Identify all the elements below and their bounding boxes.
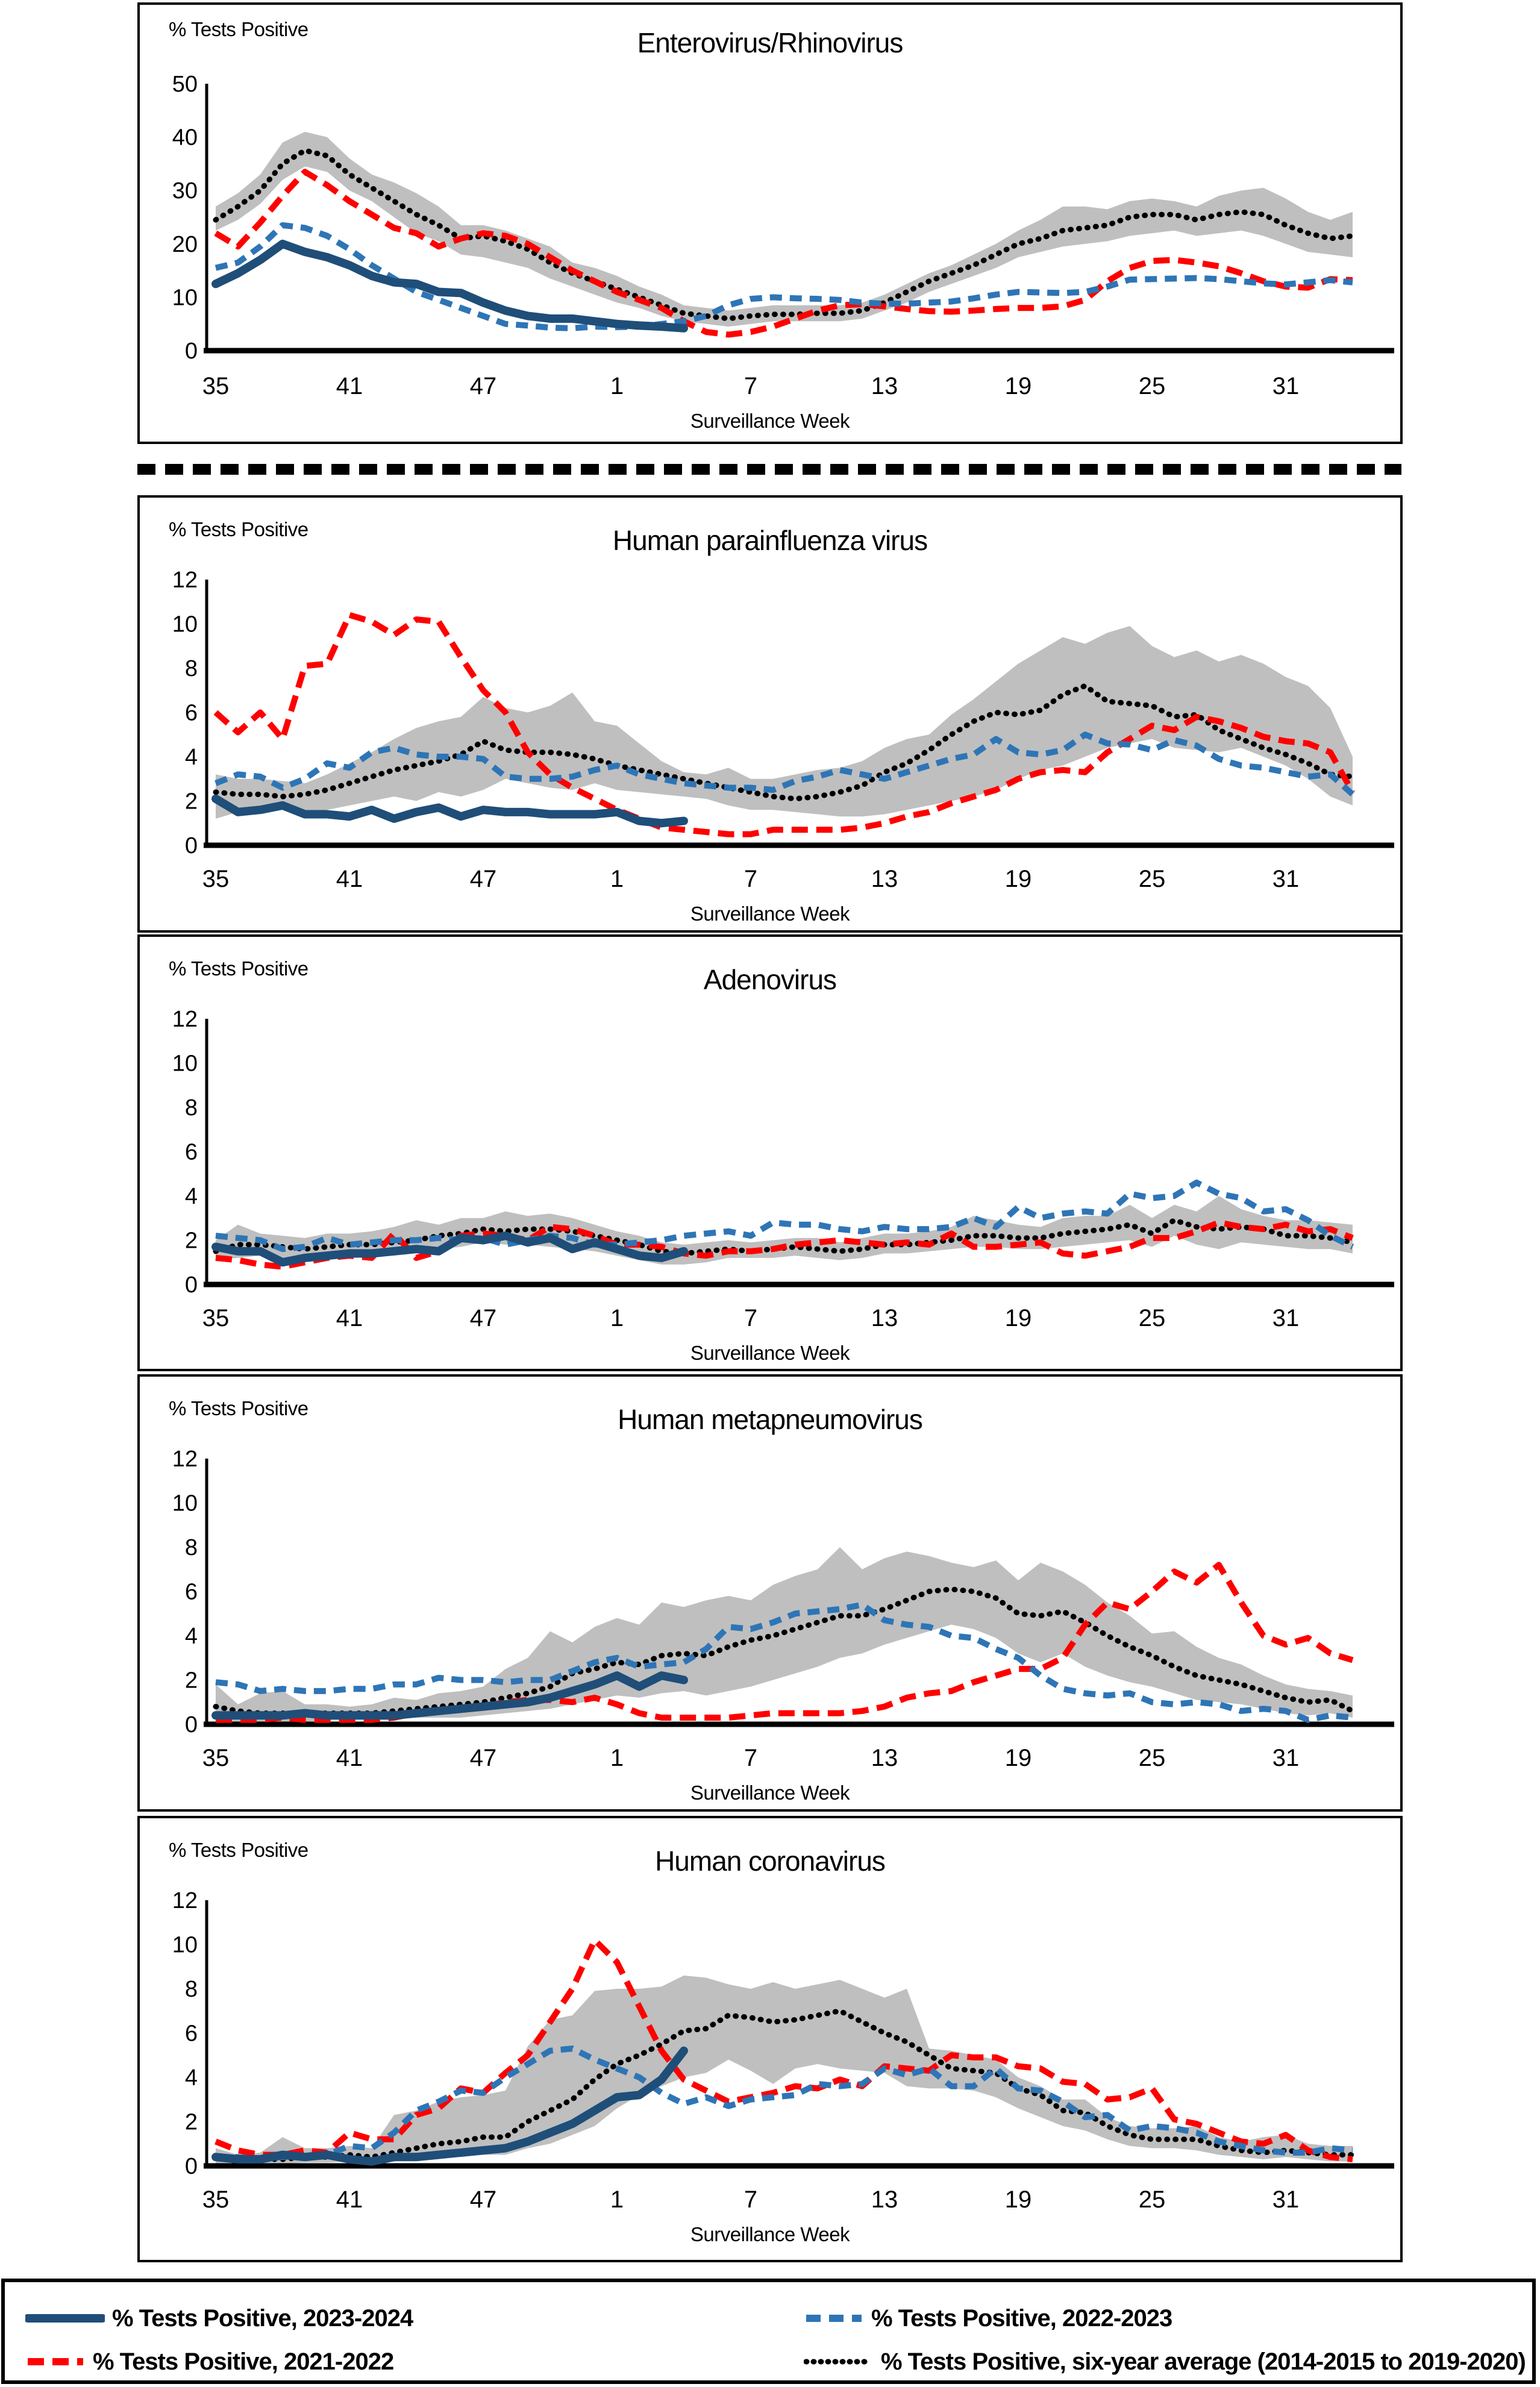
y-tick-label: 8 xyxy=(184,1535,198,1560)
series-line-avg xyxy=(216,151,1353,319)
y-tick-label: 4 xyxy=(184,2065,198,2091)
six-year-average-range-band xyxy=(216,626,1353,819)
series-line-y2324 xyxy=(216,799,684,823)
chart-title: Adenovirus xyxy=(703,964,837,995)
y-tick-label: 8 xyxy=(184,1095,198,1121)
x-tick-label: 47 xyxy=(469,1745,497,1771)
legend-label: % Tests Positive, 2021-2022 xyxy=(93,2348,394,2375)
y-tick-label: 6 xyxy=(184,2021,198,2047)
y-axis-title: % Tests Positive xyxy=(169,1839,308,1861)
x-tick-label: 41 xyxy=(336,2186,363,2213)
x-tick-label: 1 xyxy=(610,373,624,399)
x-tick-label: 35 xyxy=(202,866,230,892)
legend-label: % Tests Positive, 2022-2023 xyxy=(871,2305,1172,2332)
x-tick-label: 47 xyxy=(469,373,497,399)
chart-title: Human coronavirus xyxy=(655,1845,885,1877)
x-tick-label: 1 xyxy=(610,2186,624,2213)
x-tick-label: 7 xyxy=(743,866,758,892)
x-tick-label: 31 xyxy=(1272,1305,1300,1331)
x-tick-label: 41 xyxy=(336,866,363,892)
y-tick-label: 0 xyxy=(184,1712,198,1738)
chart-panel-adenovirus xyxy=(137,934,1403,1371)
legend-label: % Tests Positive, 2023-2024 xyxy=(112,2305,413,2332)
chart-plot-area xyxy=(140,937,1400,1369)
y-tick-label: 12 xyxy=(172,1888,198,1913)
x-axis-title: Surveillance Week xyxy=(690,1782,850,1804)
x-axis-title: Surveillance Week xyxy=(690,410,850,432)
x-tick-label: 13 xyxy=(871,1305,898,1331)
y-tick-label: 20 xyxy=(172,231,198,257)
x-tick-label: 47 xyxy=(469,2186,497,2213)
x-tick-label: 31 xyxy=(1272,866,1300,892)
legend-item-2021-2022 xyxy=(25,2347,393,2376)
x-tick-label: 41 xyxy=(336,1745,363,1771)
chart-title: Human parainfluenza virus xyxy=(612,525,928,556)
y-tick-label: 0 xyxy=(184,833,198,859)
x-tick-label: 35 xyxy=(202,2186,230,2213)
chart-plot-area xyxy=(140,5,1400,442)
y-tick-label: 4 xyxy=(184,1184,198,1209)
x-tick-label: 19 xyxy=(1004,2186,1032,2213)
y-tick-label: 12 xyxy=(172,1447,198,1472)
x-tick-label: 1 xyxy=(610,1745,624,1771)
chart-panel-human-parainfluenza-virus xyxy=(137,495,1403,933)
x-tick-label: 7 xyxy=(743,1305,758,1331)
x-tick-label: 19 xyxy=(1004,1745,1032,1771)
y-axis-title: % Tests Positive xyxy=(169,1397,308,1419)
x-tick-label: 35 xyxy=(202,1745,230,1771)
y-tick-label: 8 xyxy=(184,656,198,681)
x-tick-label: 41 xyxy=(336,1305,363,1331)
chart-title: Enterovirus/Rhinovirus xyxy=(637,27,903,58)
y-tick-label: 2 xyxy=(184,1228,198,1254)
x-tick-label: 19 xyxy=(1004,373,1032,399)
x-tick-label: 25 xyxy=(1138,1305,1166,1331)
y-tick-label: 10 xyxy=(172,1051,198,1077)
x-tick-label: 19 xyxy=(1004,866,1032,892)
y-tick-label: 30 xyxy=(172,178,198,204)
x-axis-title: Surveillance Week xyxy=(690,1342,850,1364)
x-tick-label: 7 xyxy=(743,1745,758,1771)
y-axis-title: % Tests Positive xyxy=(169,957,308,980)
y-tick-label: 2 xyxy=(184,1668,198,1694)
y-tick-label: 8 xyxy=(184,1977,198,2002)
legend-swatch-solid-navy xyxy=(25,2313,105,2324)
chart-panel-human-coronavirus xyxy=(137,1816,1403,2262)
legend-item-2023-2024 xyxy=(25,2304,413,2333)
y-tick-label: 4 xyxy=(184,745,198,770)
chart-panel-human-metapneumovirus xyxy=(137,1374,1403,1812)
y-tick-label: 10 xyxy=(172,1932,198,1958)
x-tick-label: 35 xyxy=(202,1305,230,1331)
legend-item-2022-2023 xyxy=(804,2304,1172,2333)
y-tick-label: 50 xyxy=(172,72,198,97)
y-tick-label: 0 xyxy=(184,339,198,364)
dashed-section-divider xyxy=(137,464,1401,475)
x-tick-label: 25 xyxy=(1138,866,1166,892)
y-tick-label: 6 xyxy=(184,1579,198,1605)
y-tick-label: 2 xyxy=(184,2109,198,2135)
legend-swatch-dotted-black xyxy=(804,2356,874,2367)
x-tick-label: 7 xyxy=(743,2186,758,2213)
x-tick-label: 47 xyxy=(469,1305,497,1331)
x-tick-label: 25 xyxy=(1138,1745,1166,1771)
x-tick-label: 1 xyxy=(610,1305,624,1331)
y-tick-label: 10 xyxy=(172,1491,198,1516)
chart-plot-area xyxy=(140,1377,1400,1809)
chart-panel-enterovirus-rhinovirus xyxy=(137,2,1403,444)
chart-plot-area xyxy=(140,1818,1400,2260)
x-tick-label: 13 xyxy=(871,2186,898,2213)
x-tick-label: 13 xyxy=(871,1745,898,1771)
x-tick-label: 13 xyxy=(871,866,898,892)
x-tick-label: 25 xyxy=(1138,373,1166,399)
y-tick-label: 10 xyxy=(172,285,198,311)
chart-plot-area xyxy=(140,498,1400,930)
x-axis-title: Surveillance Week xyxy=(690,903,850,925)
x-tick-label: 25 xyxy=(1138,2186,1166,2213)
x-tick-label: 31 xyxy=(1272,1745,1300,1771)
x-tick-label: 13 xyxy=(871,373,898,399)
x-tick-label: 35 xyxy=(202,373,230,399)
x-tick-label: 41 xyxy=(336,373,363,399)
x-tick-label: 7 xyxy=(743,373,758,399)
y-tick-label: 2 xyxy=(184,789,198,815)
x-tick-label: 1 xyxy=(610,866,624,892)
y-tick-label: 0 xyxy=(184,2154,198,2179)
x-axis-title: Surveillance Week xyxy=(690,2223,850,2245)
chart-title: Human metapneumovirus xyxy=(618,1404,922,1435)
y-tick-label: 0 xyxy=(184,1272,198,1298)
legend-item-six-year-average xyxy=(804,2347,1526,2376)
y-tick-label: 40 xyxy=(172,125,198,151)
y-tick-label: 12 xyxy=(172,568,198,593)
six-year-average-range-band xyxy=(216,132,1353,327)
legend-swatch-dashed-red xyxy=(25,2356,86,2367)
x-tick-label: 19 xyxy=(1004,1305,1032,1331)
x-tick-label: 31 xyxy=(1272,373,1300,399)
x-tick-label: 47 xyxy=(469,866,497,892)
legend-label: % Tests Positive, six-year average (2014-2015 to 2019-2020) xyxy=(881,2348,1526,2375)
y-tick-label: 4 xyxy=(184,1624,198,1649)
y-axis-title: % Tests Positive xyxy=(169,518,308,540)
legend-box xyxy=(1,2279,1536,2384)
y-tick-label: 12 xyxy=(172,1007,198,1032)
y-tick-label: 6 xyxy=(184,1139,198,1165)
legend-swatch-dashed-blue xyxy=(804,2313,864,2324)
y-tick-label: 10 xyxy=(172,612,198,637)
y-axis-title: % Tests Positive xyxy=(169,18,308,40)
x-tick-label: 31 xyxy=(1272,2186,1300,2213)
y-tick-label: 6 xyxy=(184,700,198,726)
